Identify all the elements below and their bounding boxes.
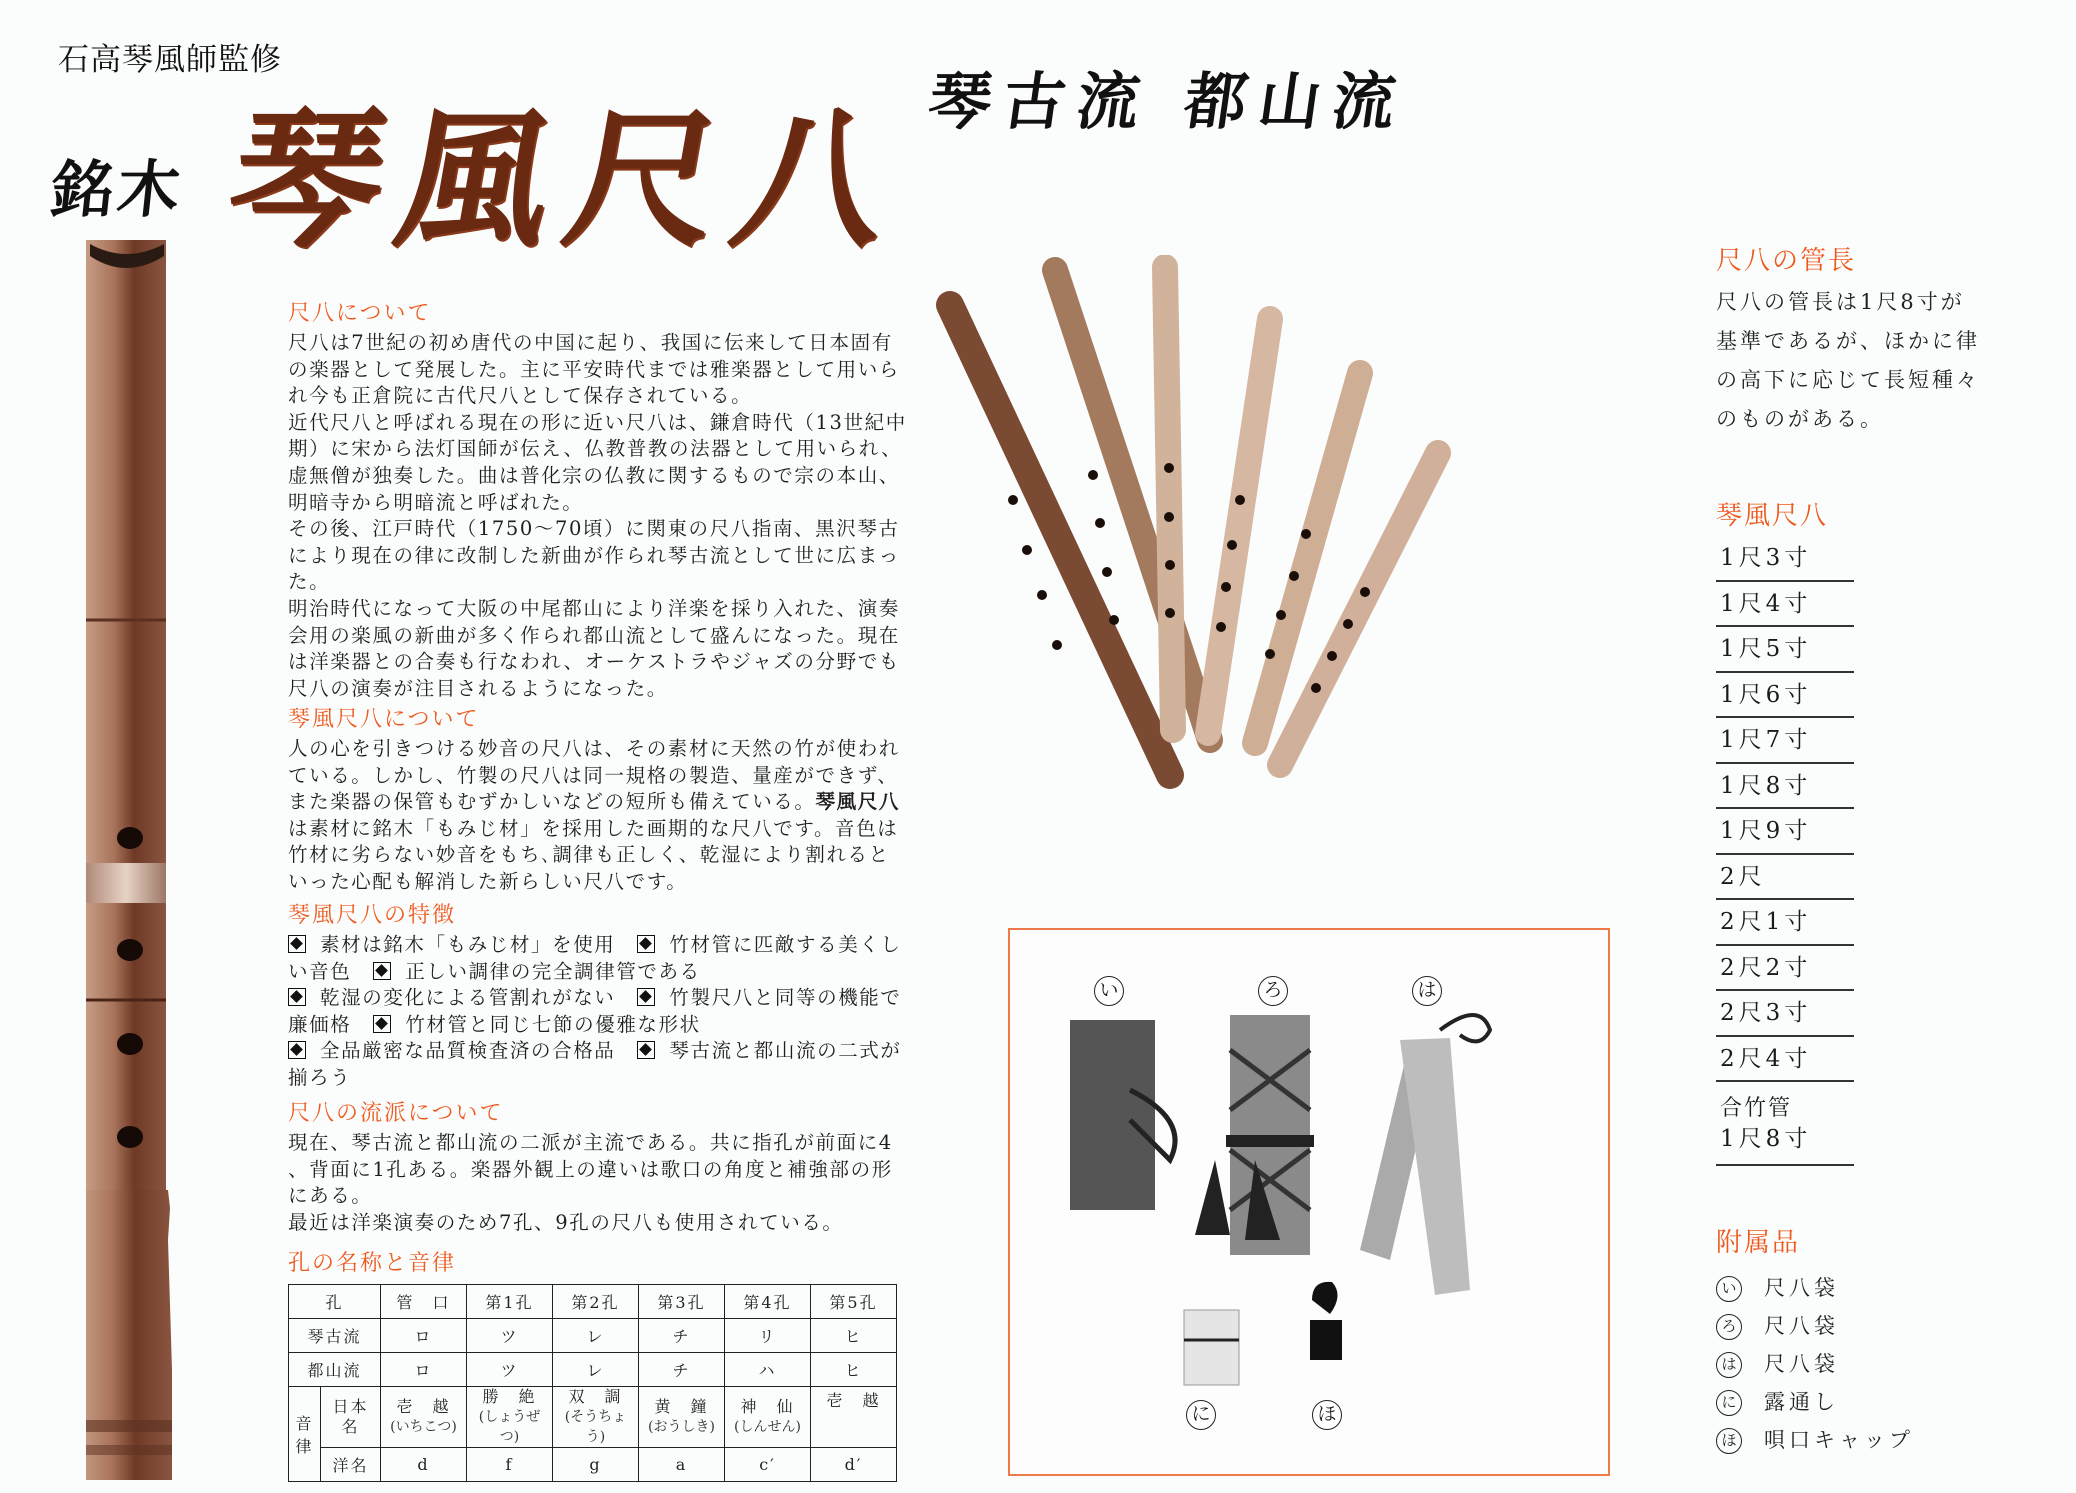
brand-title: 琴風尺八: [216, 92, 920, 268]
heading-features: 琴風尺八の特徴: [288, 903, 457, 928]
table-cell: レ: [553, 1353, 639, 1387]
note-name: 神 仙: [740, 1397, 795, 1416]
length-line: 尺八の管長は1尺8寸が: [1716, 290, 1965, 314]
note-name: 勝 絶: [482, 1387, 537, 1406]
schools-title: 琴古流 都山流: [924, 65, 1413, 138]
row-label: 都山流: [289, 1353, 381, 1387]
row-label: 琴古流: [289, 1319, 381, 1353]
kinpu-text-a: 人の心を引きつける妙音の尺八は、その素材に天然の竹が使われている。しかし、竹製の尺八は同一規格の製造、量産ができず、また楽器の保管もむずかしいなどの短所も備えている。: [288, 737, 900, 814]
table-header-cell: 第3孔: [639, 1285, 725, 1319]
table-header-cell: 第2孔: [553, 1285, 639, 1319]
length-text: [1716, 283, 2056, 439]
diamond-bullet-icon: [288, 935, 306, 953]
accessories-list: [1716, 1269, 2056, 1459]
section-features: [288, 902, 908, 1092]
table-cell: [811, 1387, 897, 1448]
heading-length: 尺八の管長: [1716, 246, 1857, 276]
special-label: 合竹管: [1720, 1096, 1793, 1121]
accessory-label: 露通し: [1764, 1390, 1839, 1414]
accessory-item: [1716, 1421, 2056, 1459]
circled-mark: は: [1716, 1352, 1742, 1378]
length-line: のものがある。: [1716, 407, 1884, 431]
special-size: 1尺8寸: [1720, 1126, 1812, 1152]
table-cell: ロ: [381, 1319, 467, 1353]
photo-label: ろ: [1258, 976, 1288, 1006]
feature-item: 正しい調律の完全調律管である: [405, 959, 701, 983]
table-cell: [381, 1387, 467, 1448]
kinpu-paragraph: [288, 736, 908, 896]
about-paragraph-1: 尺八は7世紀の初め唐代の中国に起り、我国に伝来して日本固有の楽器として発展した。主に平安時代までは雅楽器として用いられ今も正倉院に古代尺八として保存されている。: [288, 331, 900, 408]
accessories-photo: [1008, 928, 1610, 1476]
note-reading: (いちこつ): [390, 1419, 457, 1435]
sizes-list: [1716, 536, 1854, 1166]
table-cell: ヒ: [811, 1319, 897, 1353]
size-item: 1尺7寸: [1716, 718, 1854, 764]
section-kinpu: [288, 706, 908, 896]
diamond-bullet-icon: [288, 1041, 306, 1059]
table-header-cell: 第5孔: [811, 1285, 897, 1319]
size-item-special: [1716, 1082, 1854, 1166]
diamond-bullet-icon: [637, 935, 655, 953]
table-cell: g: [553, 1448, 639, 1482]
table-cell: ロ: [381, 1353, 467, 1387]
row-label: 日本名: [321, 1387, 381, 1448]
photo-label: に: [1186, 1400, 1216, 1430]
feature-item: 竹製尺八と同等の機能で廉価格: [288, 986, 902, 1036]
table-header-row: [289, 1285, 897, 1319]
table-row-tozan: [289, 1353, 897, 1387]
length-line: 基準であるが、ほかに律: [1716, 329, 1980, 353]
photo-label: い: [1094, 976, 1124, 1006]
feature-item: 素材は銘木「もみじ材」を使用: [320, 933, 616, 956]
bags-illustration: [1040, 1010, 1600, 1410]
section-sizes: [1716, 495, 2056, 1166]
table-cell: [553, 1387, 639, 1448]
section-schools: [288, 1100, 908, 1280]
accessory-item: [1716, 1345, 2056, 1383]
table-header-cell: 孔: [289, 1285, 381, 1319]
table-row-western: [289, 1448, 897, 1482]
photo-label: ほ: [1312, 1400, 1342, 1430]
size-item: 1尺9寸: [1716, 809, 1854, 855]
row-label: 洋名: [321, 1448, 381, 1482]
heading-sizes: 琴風尺八: [1716, 501, 1829, 531]
feature-item: 全品厳密な品質検査済の合格品: [320, 1039, 616, 1063]
section-about: [288, 300, 908, 702]
accessory-label: 尺八袋: [1764, 1276, 1839, 1300]
diamond-bullet-icon: [288, 988, 306, 1006]
note-name: 壱 越: [396, 1397, 451, 1416]
note-reading: (おうしき): [648, 1419, 715, 1435]
table-header-cell: 第1孔: [467, 1285, 553, 1319]
heading-holes: 孔の名称と音律: [288, 1251, 457, 1277]
accessory-item: [1716, 1383, 2056, 1421]
feature-item: 竹材管と同じ七節の優雅な形状: [405, 1012, 701, 1036]
table-cell: d: [381, 1448, 467, 1482]
accessory-label: 尺八袋: [1764, 1352, 1839, 1376]
table-cell: c′: [725, 1448, 811, 1482]
size-item: 1尺8寸: [1716, 764, 1854, 810]
supervisor-credit: 石高琴風師監修: [58, 42, 282, 78]
table-cell: レ: [553, 1319, 639, 1353]
schools-paragraph-2: 最近は洋楽演奏のため7孔、9孔の尺八も使用されている。: [288, 1210, 844, 1234]
table-cell: ツ: [467, 1353, 553, 1387]
table-header-cell: 管 口: [381, 1285, 467, 1319]
section-length: [1716, 240, 2056, 439]
size-item: 1尺5寸: [1716, 627, 1854, 673]
table-cell: チ: [639, 1353, 725, 1387]
size-item: 2尺1寸: [1716, 900, 1854, 946]
table-cell: d′: [811, 1448, 897, 1482]
accessory-item: [1716, 1307, 2056, 1345]
about-paragraph-3: その後、江戸時代（1750〜70頃）に関東の尺八指南、黒沢琴古により現在の律に改制した新曲が作られ琴古流として世に広まった。: [288, 517, 900, 594]
diamond-bullet-icon: [637, 1041, 655, 1059]
section-accessories: [1716, 1222, 2056, 1459]
feature-item: 乾湿の変化による管割れがない: [320, 986, 616, 1010]
size-item: 1尺6寸: [1716, 673, 1854, 719]
table-cell: チ: [639, 1319, 725, 1353]
table-row-japanese: [289, 1387, 897, 1448]
schools-paragraph-1: 現在、琴古流と都山流の二派が主流である。共に指孔が前面に4 、背面に1孔ある。楽器外観上の違いは歌口の角度と補強部の形にある。: [288, 1131, 893, 1208]
size-item: 2尺2寸: [1716, 946, 1854, 992]
note-name: 壱 越: [826, 1391, 881, 1410]
table-cell: リ: [725, 1319, 811, 1353]
about-paragraph-4: 明治時代になって大阪の中尾都山により洋楽を採り入れた、演奏会用の楽風の新曲が多く作られ都山流として盛んになった。現在は洋楽器との合奏も行なわれ、オーケストラやジャズの分野でも尺八の演奏が注目されるようになった。: [288, 596, 900, 700]
shakuhachi-image: [86, 240, 172, 1480]
circled-mark: ほ: [1716, 1428, 1742, 1454]
holes-table: [288, 1284, 897, 1482]
table-cell: ツ: [467, 1319, 553, 1353]
circled-mark: ろ: [1716, 1314, 1742, 1340]
heading-kinpu: 琴風尺八について: [288, 707, 480, 732]
table-cell: [467, 1387, 553, 1448]
accessory-label: 尺八袋: [1764, 1314, 1839, 1338]
size-item: 2尺: [1716, 855, 1854, 901]
size-item: 1尺3寸: [1716, 536, 1854, 582]
table-cell: [725, 1387, 811, 1448]
size-item: 2尺4寸: [1716, 1037, 1854, 1083]
table-row-kinko: [289, 1319, 897, 1353]
table-cell: a: [639, 1448, 725, 1482]
diamond-bullet-icon: [373, 1015, 391, 1033]
table-cell: f: [467, 1448, 553, 1482]
feature-item: 琴古流と都山流の二式が揃ろう: [288, 1039, 902, 1089]
note-reading: (しょうぜつ): [478, 1409, 541, 1445]
table-header-cell: 第4孔: [725, 1285, 811, 1319]
title-prefix: 銘木: [47, 153, 188, 226]
about-paragraph-2: 近代尺八と呼ばれる現在の形に近い尺八は、鎌倉時代（13世紀中期）に宋から法灯国師が伝え、仏教普教の法器として用いられ、虚無僧が独奏した。曲は普化宗の仏教に関するもので宗の本山、明暗寺から明暗流と呼ばれた。: [288, 410, 907, 514]
heading-accessories: 附属品: [1716, 1228, 1801, 1258]
circled-mark: に: [1716, 1390, 1742, 1416]
table-cell: [639, 1387, 725, 1448]
note-name: 双 調: [568, 1387, 623, 1406]
diamond-bullet-icon: [637, 988, 655, 1006]
length-line: の高下に応じて長短種々: [1716, 368, 1980, 392]
feature-item: 竹材管に匹敵する美くしい音色: [288, 933, 902, 983]
row-group-label: 音律: [289, 1387, 321, 1482]
note-name: 黄 鐘: [654, 1397, 709, 1416]
accessory-item: [1716, 1269, 2056, 1307]
note-reading: (そうちょう): [564, 1409, 627, 1445]
flutes-photo: [930, 255, 1700, 795]
circled-mark: い: [1716, 1276, 1742, 1302]
photo-label: は: [1412, 976, 1442, 1006]
kinpu-text-b: は素材に銘木「もみじ材」を採用した画期的な尺八です。音色は竹材に劣らない妙音をもち､調律も正しく、乾湿により割れるといった心配も解消した新らしい尺八です。: [288, 816, 899, 893]
table-cell: ハ: [725, 1353, 811, 1387]
diamond-bullet-icon: [373, 962, 391, 980]
heading-about: 尺八について: [288, 301, 432, 326]
heading-schools: 尺八の流派について: [288, 1101, 504, 1126]
size-item: 2尺3寸: [1716, 991, 1854, 1037]
features-list: [288, 932, 908, 1092]
accessory-label: 唄口キャップ: [1764, 1428, 1914, 1452]
table-cell: ヒ: [811, 1353, 897, 1387]
size-item: 1尺4寸: [1716, 582, 1854, 628]
kinpu-bold: 琴風尺八: [815, 790, 900, 814]
note-reading: (しんせん): [734, 1419, 801, 1435]
